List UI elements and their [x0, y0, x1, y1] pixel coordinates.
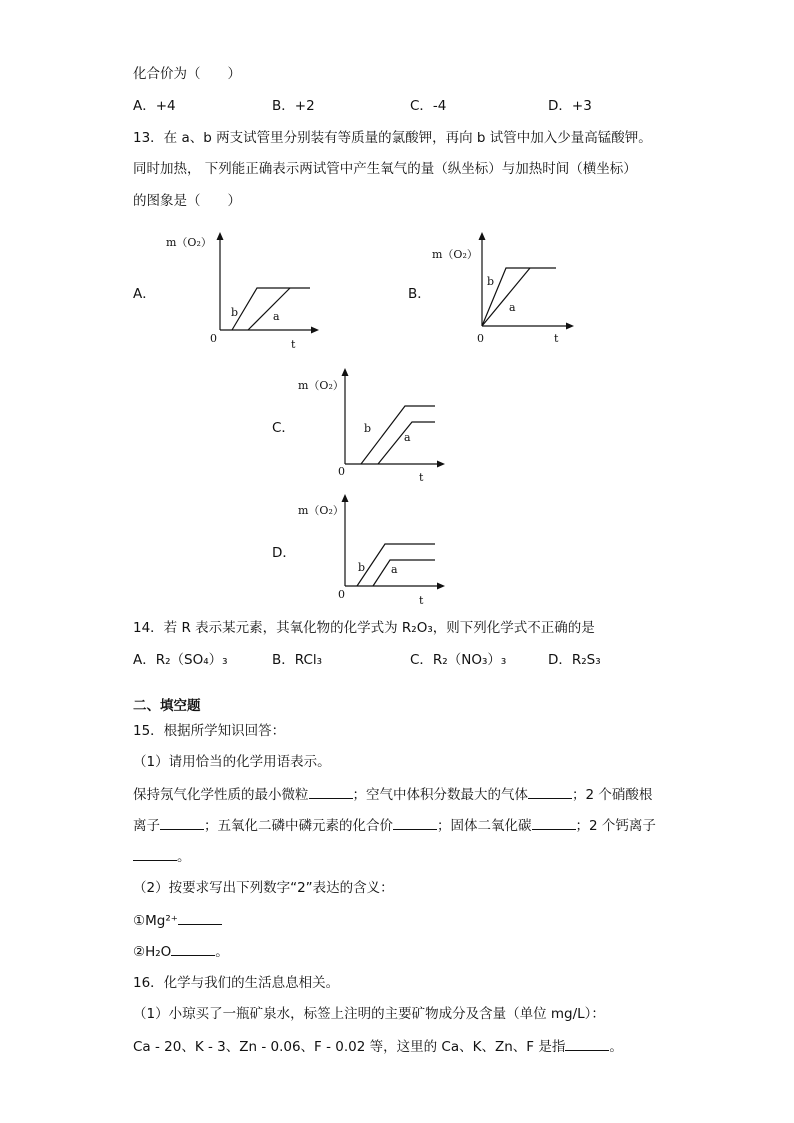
- answer-blank[interactable]: [532, 815, 576, 830]
- q15-l1c: ；2 个硝酸根: [572, 787, 653, 803]
- curve-a-label: a: [404, 431, 411, 444]
- q14-option-c[interactable]: C．R₂（NO₃）₃: [410, 652, 507, 668]
- curve-b: [361, 406, 435, 464]
- y-axis-arrow: [342, 368, 349, 376]
- answer-blank[interactable]: [171, 941, 215, 956]
- y-axis-label: m（O₂）: [432, 248, 478, 261]
- q15-item1-line: [133, 910, 222, 931]
- answer-blank[interactable]: [393, 815, 437, 830]
- q15-part2: （2）按要求写出下列数字“2”表达的含义：: [133, 880, 394, 896]
- q12-option-a[interactable]: A．+4: [133, 98, 176, 114]
- q15-fill-line3: [133, 846, 191, 867]
- q16-stem: 16．化学与我们的生活息息相关。: [133, 975, 340, 991]
- q13-line2: 同时加热， 下列能正确表示两试管中产生氧气的量（纵坐标）与加热时间（横坐标）: [133, 161, 637, 177]
- curve-a-label: a: [273, 310, 280, 323]
- y-axis-label: m（O₂）: [166, 236, 212, 249]
- q12-option-c[interactable]: C．-4: [410, 98, 447, 114]
- q13-option-d-label[interactable]: D．: [272, 545, 296, 561]
- answer-blank[interactable]: [528, 784, 572, 799]
- q13-graph-a[interactable]: [160, 228, 330, 353]
- q13-option-b-label[interactable]: B．: [408, 286, 431, 302]
- q15-l2c: ；固体二氧化碳: [437, 818, 532, 834]
- curve-a-label: a: [509, 301, 516, 314]
- q15-part1: （1）请用恰当的化学用语表示。: [133, 754, 331, 770]
- q15-item2-line: [133, 941, 229, 962]
- q15-l2d: ；2 个钙离子: [575, 818, 656, 834]
- q15-l2a: 离子: [133, 818, 160, 834]
- x-axis-arrow: [566, 323, 574, 330]
- section-title: 二、填空题: [133, 698, 201, 714]
- q14-option-d[interactable]: D．R₂S₃: [548, 652, 601, 668]
- q13-graph-d[interactable]: [295, 490, 455, 615]
- q16-fill-line: [133, 1036, 623, 1057]
- answer-blank[interactable]: [160, 815, 204, 830]
- curve-b: [232, 288, 310, 330]
- q14-option-a[interactable]: A．R₂（SO₄）₃: [133, 652, 228, 668]
- x-axis-arrow: [437, 583, 445, 590]
- origin-label: 0: [338, 465, 345, 478]
- q13-graph-b[interactable]: [430, 228, 590, 353]
- curve-b-label: b: [231, 306, 239, 319]
- q13-line1: 13．在 a、b 两支试管里分别装有等质量的氯酸钾，再向 b 试管中加入少量高锰酸钾。: [133, 130, 652, 146]
- x-axis-label: t: [419, 594, 424, 607]
- curve-a-label: a: [391, 563, 398, 576]
- y-axis-arrow: [342, 494, 349, 502]
- q15-l1a: 保持氖气化学性质的最小微粒: [133, 787, 309, 803]
- q13-line3: 的图象是（ ）: [133, 193, 241, 209]
- curve-b-label: b: [358, 561, 366, 574]
- q12-option-b[interactable]: B．+2: [272, 98, 315, 114]
- curve-b-label: b: [364, 422, 372, 435]
- q15-l3end: 。: [177, 849, 191, 865]
- curve-a: [248, 288, 290, 330]
- origin-label: 0: [210, 332, 217, 345]
- origin-label: 0: [338, 588, 345, 601]
- y-axis-arrow: [217, 232, 224, 240]
- q15-fill-line1: [133, 784, 652, 805]
- q15-fill-line2: [133, 815, 656, 836]
- curve-b-label: b: [487, 275, 495, 288]
- q15-l1b: ；空气中体积分数最大的气体: [352, 787, 528, 803]
- origin-label: 0: [477, 332, 484, 345]
- y-axis-arrow: [479, 232, 486, 240]
- q15-item2: ②H₂O: [133, 944, 172, 960]
- answer-blank[interactable]: [133, 846, 177, 861]
- q15-item2end: 。: [215, 944, 229, 960]
- q16-line: Ca - 20、K - 3、Zn - 0.06、F - 0.02 等，这里的 Ca、K、Zn、F 是指: [133, 1039, 566, 1055]
- x-axis-arrow: [311, 327, 319, 334]
- x-axis-label: t: [291, 338, 296, 351]
- q16-part1: （1）小琼买了一瓶矿泉水，标签上注明的主要矿物成分及含量（单位 mg/L）：: [133, 1006, 605, 1022]
- x-axis-arrow: [437, 461, 445, 468]
- q15-l2b: ；五氧化二磷中磷元素的化合价: [204, 818, 393, 834]
- x-axis-label: t: [419, 471, 424, 484]
- q15-item1: ①Mg²⁺: [133, 913, 178, 929]
- q14-stem: 14．若 R 表示某元素，其氧化物的化学式为 R₂O₃，则下列化学式不正确的是: [133, 620, 595, 636]
- q13-graph-c[interactable]: [295, 364, 455, 489]
- y-axis-label: m（O₂）: [298, 504, 344, 517]
- q13-option-c-label[interactable]: C．: [272, 420, 295, 436]
- q12-stem-end: 化合价为（ ）: [133, 66, 241, 82]
- q15-stem: 15．根据所学知识回答：: [133, 723, 286, 739]
- curve-a: [373, 560, 435, 586]
- answer-blank[interactable]: [309, 784, 353, 799]
- y-axis-label: m（O₂）: [298, 379, 344, 392]
- q13-option-a-label[interactable]: A．: [133, 286, 156, 302]
- answer-blank[interactable]: [565, 1036, 609, 1051]
- q12-option-d[interactable]: D．+3: [548, 98, 592, 114]
- x-axis-label: t: [554, 332, 559, 345]
- answer-blank[interactable]: [178, 910, 222, 925]
- q16-lineend: 。: [609, 1039, 623, 1055]
- q14-option-b[interactable]: B．RCl₃: [272, 652, 323, 668]
